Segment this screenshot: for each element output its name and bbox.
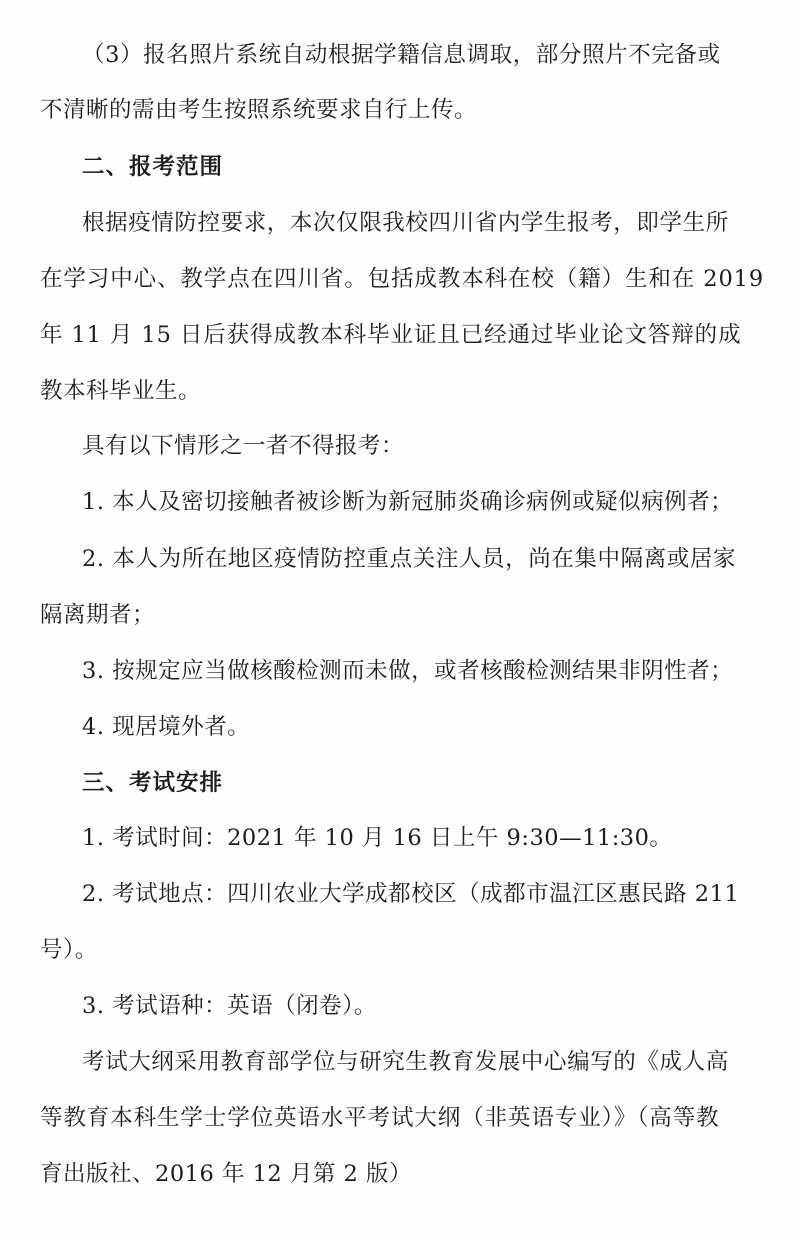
syllabus-line-1: 考试大纲采用教育部学位与研究生教育发展中心编写的《成人高 xyxy=(82,1049,729,1075)
exclusion-item-3: 3. 按规定应当做核酸检测而未做，或者核酸检测结果非阴性者； xyxy=(82,658,734,684)
exam-location-line-2: 号）。 xyxy=(40,937,98,963)
exclusion-lead: 具有以下情形之一者不得报考： xyxy=(82,433,405,459)
scope-intro-line-4: 教本科毕业生。 xyxy=(40,378,202,404)
scope-intro-line-2: 在学习中心、教学点在四川省。包括成教本科在校（籍）生和在 2019 xyxy=(40,266,765,292)
syllabus-line-2: 等教育本科生学士学位英语水平考试大纲（非英语专业）》（高等教 xyxy=(40,1105,720,1131)
exam-location-line-1: 2. 考试地点：四川农业大学成都校区（成都市温江区惠民路 211 xyxy=(82,881,740,907)
scope-intro-line-1: 根据疫情防控要求，本次仅限我校四川省内学生报考，即学生所 xyxy=(82,210,729,236)
exam-language: 3. 考试语种：英语（闭卷）。 xyxy=(82,993,377,1019)
photo-item-line-1: （3）报名照片系统自动根据学籍信息调取，部分照片不完备或 xyxy=(82,42,721,68)
section-heading-scope: 二、报考范围 xyxy=(82,154,224,180)
section-heading-arrangement: 三、考试安排 xyxy=(82,770,224,796)
exclusion-item-4: 4. 现居境外者。 xyxy=(82,714,251,740)
exclusion-item-1: 1. 本人及密切接触者被诊断为新冠肺炎确诊病例或疑似病例者； xyxy=(82,489,734,515)
exclusion-item-2-line-2: 隔离期者； xyxy=(40,602,156,628)
exclusion-item-2-line-1: 2. 本人为所在地区疫情防控重点关注人员，尚在集中隔离或居家 xyxy=(82,546,737,572)
exam-time: 1. 考试时间：2021 年 10 月 16 日上午 9:30—11:30。 xyxy=(82,825,673,851)
syllabus-line-3: 育出版社、2016 年 12 月第 2 版） xyxy=(40,1161,412,1187)
scope-intro-line-3: 年 11 月 15 日后获得成教本科毕业证且已经通过毕业论文答辩的成 xyxy=(40,322,742,348)
photo-item-line-2: 不清晰的需由考生按照系统要求自行上传。 xyxy=(40,97,478,123)
